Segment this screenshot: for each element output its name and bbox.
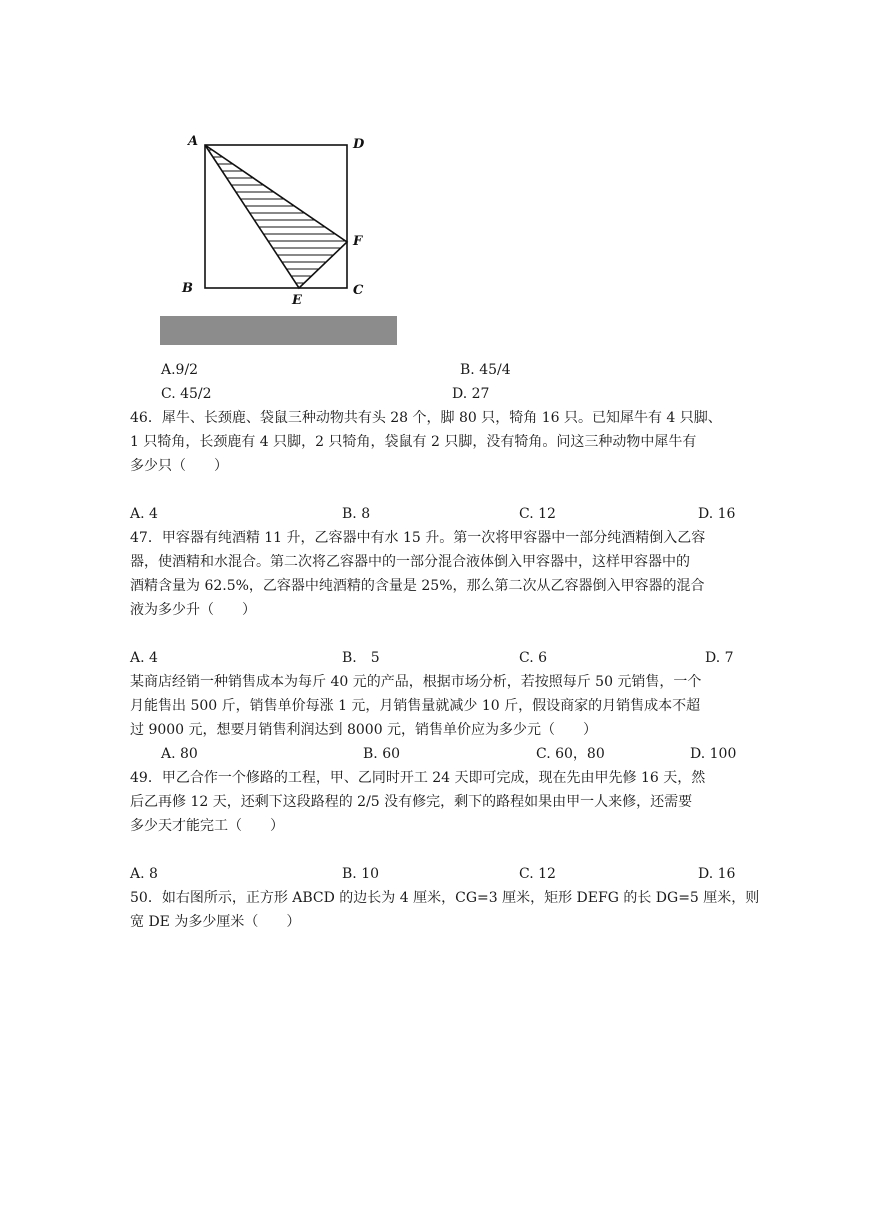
q46-option-d: D. 16 [698,506,736,522]
q47-line-4: 液为多少升（ ） [130,602,256,618]
grey-bar [160,316,397,345]
q48-line-3: 过 9000 元，想要月销售利润达到 8000 元，销售单价应为多少元（ ） [130,722,598,738]
geometry-figure [176,128,376,308]
square-triangle-diagram [176,128,376,308]
q45-option-d: D. 27 [452,386,490,402]
q49-line-1: 49．甲乙合作一个修路的工程，甲、乙同时开工 24 天即可完成，现在先由甲先修 16 天，然 [130,770,706,786]
q48-option-a: A. 80 [161,746,198,762]
triangle-aef [205,145,347,288]
point-a-label: A [188,134,199,149]
q48-line-2: 月能售出 500 斤，销售单价每涨 1 元，月销售量就减少 10 斤，假设商家的月销售成本不超 [130,698,701,714]
point-f-label: F [353,234,363,249]
q45-option-b: B. 45/4 [460,362,511,378]
q46-option-b: B. 8 [342,506,371,522]
q47-option-a: A. 4 [130,650,158,666]
q46-line-3: 多少只（ ） [130,458,228,474]
q49-line-2: 后乙再修 12 天，还剩下这段路程的 2/5 没有修完，剩下的路程如果由甲一人来修，还需要 [130,794,693,810]
q47-option-b: B. 5 [342,650,380,666]
point-e-label: E [292,293,302,308]
q46-line-1: 46．犀牛、长颈鹿、袋鼠三种动物共有头 28 个，脚 80 只，犄角 16 只。已知犀牛有 4 只脚、 [130,410,722,426]
q46-line-2: 1 只犄角，长颈鹿有 4 只脚，2 只犄角，袋鼠有 2 只脚，没有犄角。问这三种动物中犀牛有 [130,434,697,450]
hatching [196,150,356,283]
q50-line-1: 50．如右图所示，正方形 ABCD 的边长为 4 厘米，CG=3 厘米，矩形 DEFG 的长 DG=5 厘米，则 [130,890,760,906]
q48-option-d: D. 100 [690,746,737,762]
point-c-label: C [353,283,364,298]
q47-line-2: 器，使酒精和水混合。第二次将乙容器中的一部分混合液体倒入甲容器中，这样甲容器中的 [130,554,690,570]
q49-option-b: B. 10 [342,866,380,882]
point-d-label: D [353,137,365,152]
q48-option-c: C. 60，80 [536,746,605,762]
q49-option-a: A. 8 [130,866,158,882]
q48-option-b: B. 60 [363,746,401,762]
q49-line-3: 多少天才能完工（ ） [130,818,284,834]
q46-option-c: C. 12 [519,506,556,522]
q46-option-a: A. 4 [130,506,158,522]
q47-line-3: 酒精含量为 62.5%，乙容器中纯酒精的含量是 25%，那么第二次从乙容器倒入甲容器的混合 [130,578,705,594]
q47-option-c: C. 6 [519,650,548,666]
q48-line-1: 某商店经销一种销售成本为每斤 40 元的产品，根据市场分析，若按照每斤 50 元销售，一个 [130,674,702,690]
q49-option-c: C. 12 [519,866,556,882]
q49-option-d: D. 16 [698,866,736,882]
q47-line-1: 47．甲容器有纯酒精 11 升，乙容器中有水 15 升。第一次将甲容器中一部分纯酒精倒入乙容 [130,530,706,546]
q50-line-2: 宽 DE 为多少厘米（ ） [130,914,301,930]
q47-option-d: D. 7 [705,650,734,666]
q45-option-c: C. 45/2 [161,386,212,402]
square-abcd [205,145,347,288]
q45-option-a: A.9/2 [161,362,199,378]
point-b-label: B [182,281,193,296]
